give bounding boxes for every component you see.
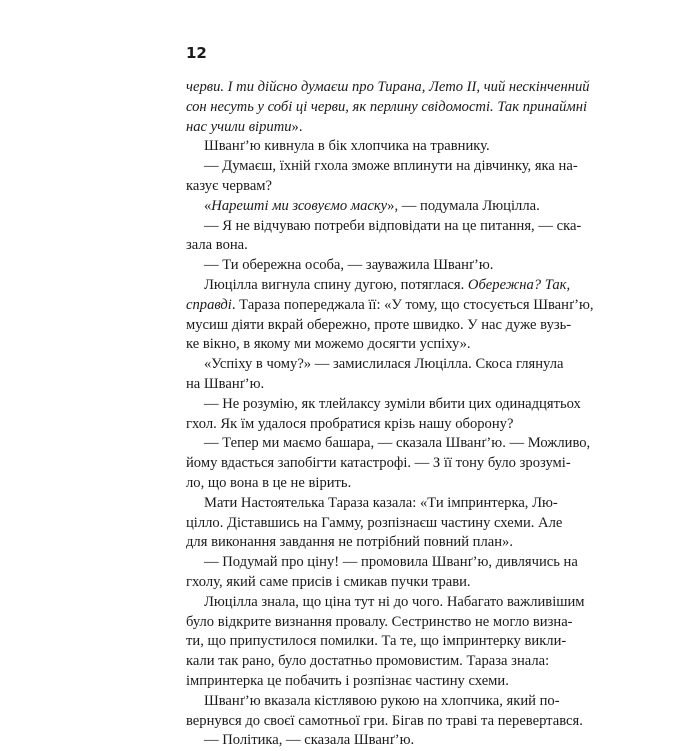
text-line — [186, 395, 581, 415]
text-line — [186, 652, 550, 672]
text-run: Люцілла знала, що ціна тут ні до чого. Набагато важливішим — [204, 593, 585, 610]
text-run: гхол. Як їм удалося пробратися крізь нашу оборону? — [186, 415, 514, 432]
italic-text: справді — [186, 296, 232, 313]
text-line — [186, 78, 590, 98]
text-run: — Подумай про ціну! — промовила Шванґ’ю, дивлячись на — [204, 554, 578, 571]
text-run: ло, що вона в це не вірить. — [186, 474, 352, 491]
text-run: імпринтерка це побачить і розпізнає частину схеми. — [186, 672, 509, 689]
text-run: на Шванґ’ю. — [186, 375, 265, 392]
text-run: зала вона. — [186, 237, 248, 254]
text-line — [186, 494, 558, 514]
page-number: 12 — [186, 44, 207, 62]
text-run: Шванґ’ю вказала кістлявою рукою на хлопчика, який по- — [204, 692, 560, 709]
text-line — [186, 177, 541, 197]
italic-text: черви. І ти дійсно думаєш про Тирана, Лето ІІ, чий нескінченний — [186, 79, 590, 95]
italic-text: Нарешті ми зсовуємо маску — [211, 197, 388, 214]
text-line — [186, 355, 564, 375]
text-line — [186, 593, 585, 613]
text-line — [186, 197, 541, 217]
text-run: ти, що припустилося помилки. Та те, що імпринтерку викли- — [186, 633, 567, 650]
text-run: Люцілла вигнула спину дугою, потяглася. — [204, 276, 468, 293]
text-line — [186, 375, 541, 395]
text-line — [186, 692, 560, 712]
text-line — [186, 712, 583, 732]
text-line — [186, 434, 591, 454]
text-run: гхолу, який саме присів і смикав пучки трави. — [186, 573, 471, 590]
text-line — [186, 731, 541, 751]
text-line — [186, 533, 541, 553]
text-line — [186, 553, 578, 573]
text-line — [186, 672, 541, 692]
text-run: ». — [291, 118, 303, 135]
text-run: для виконання завдання не потрібний повний план». — [186, 534, 513, 551]
text-run: було відкрите визнання провалу. Сестринство не могло визна- — [186, 613, 573, 630]
body-text — [186, 78, 594, 751]
text-line — [186, 217, 582, 237]
text-line — [186, 137, 541, 157]
italic-text: Обережна? Так, — [467, 276, 571, 293]
text-run: ке вікно, в якому ми можемо досягти успіху». — [186, 336, 471, 353]
text-run: йому вдасться запобігти катастрофі. — З її тону було зрозумі- — [186, 455, 571, 472]
text-line — [186, 98, 588, 118]
text-line — [186, 335, 541, 355]
text-line — [186, 157, 578, 177]
text-line — [186, 296, 594, 316]
text-run: — Ти обережна особа, — зауважила Шванґ’ю. — [204, 257, 494, 274]
text-line — [186, 415, 541, 435]
text-run: « — [204, 197, 212, 214]
text-run: — Думаєш, їхній гхола зможе вплинути на дівчинку, яка на- — [204, 158, 578, 175]
text-run: », — подумала Люцілла. — [387, 197, 540, 214]
text-line — [186, 573, 541, 593]
text-line — [186, 613, 573, 633]
text-run: вернувся до своєї самотньої гри. Бігав по траві та перевертався. — [186, 712, 583, 729]
text-run: кали так рано, було достатньо промовистим. Тараза знала: — [186, 653, 550, 670]
text-run: — Тепер ми маємо башара, — сказала Шванґ’ю. — Можливо, — [204, 435, 591, 452]
text-run: — Я не відчуваю потреби відповідати на це питання, — ска- — [204, 217, 582, 234]
text-run: казує червам? — [186, 177, 273, 194]
text-run: «Успіху в чому?» — замислилася Люцілла. Скоса глянула — [204, 356, 564, 373]
text-line — [186, 236, 541, 256]
italic-text: нас учили вірити — [186, 118, 292, 135]
text-line — [186, 514, 563, 534]
text-run: — Не розумію, як тлейлаксу зуміли вбити цих одинадцятьох — [204, 395, 581, 412]
italic-text: сон несуть у собі ці черви, як перлину свідомості. Так принаймні — [186, 98, 588, 115]
text-line — [186, 454, 571, 474]
text-run: Шванґ’ю кивнула в бік хлопчика на травнику. — [204, 138, 490, 155]
text-run: мусиш діяти вкрай обережно, проте швидко. У нас дуже вузь- — [186, 316, 572, 333]
text-line — [186, 256, 541, 276]
text-line — [186, 118, 541, 138]
text-run: Мати Настоятелька Тараза казала: «Ти імпринтерка, Лю- — [204, 494, 558, 511]
text-line — [186, 474, 541, 494]
text-line — [186, 632, 567, 652]
text-line — [186, 316, 572, 336]
text-run: цілло. Діставшись на Гамму, розпізнаєш частину схеми. Але — [186, 514, 563, 531]
text-line — [186, 276, 571, 296]
text-run: — Політика, — сказала Шванґ’ю. — [204, 732, 415, 749]
text-run: . Тараза попереджала її: «У тому, що стосується Шванґ’ю, — [231, 296, 594, 313]
